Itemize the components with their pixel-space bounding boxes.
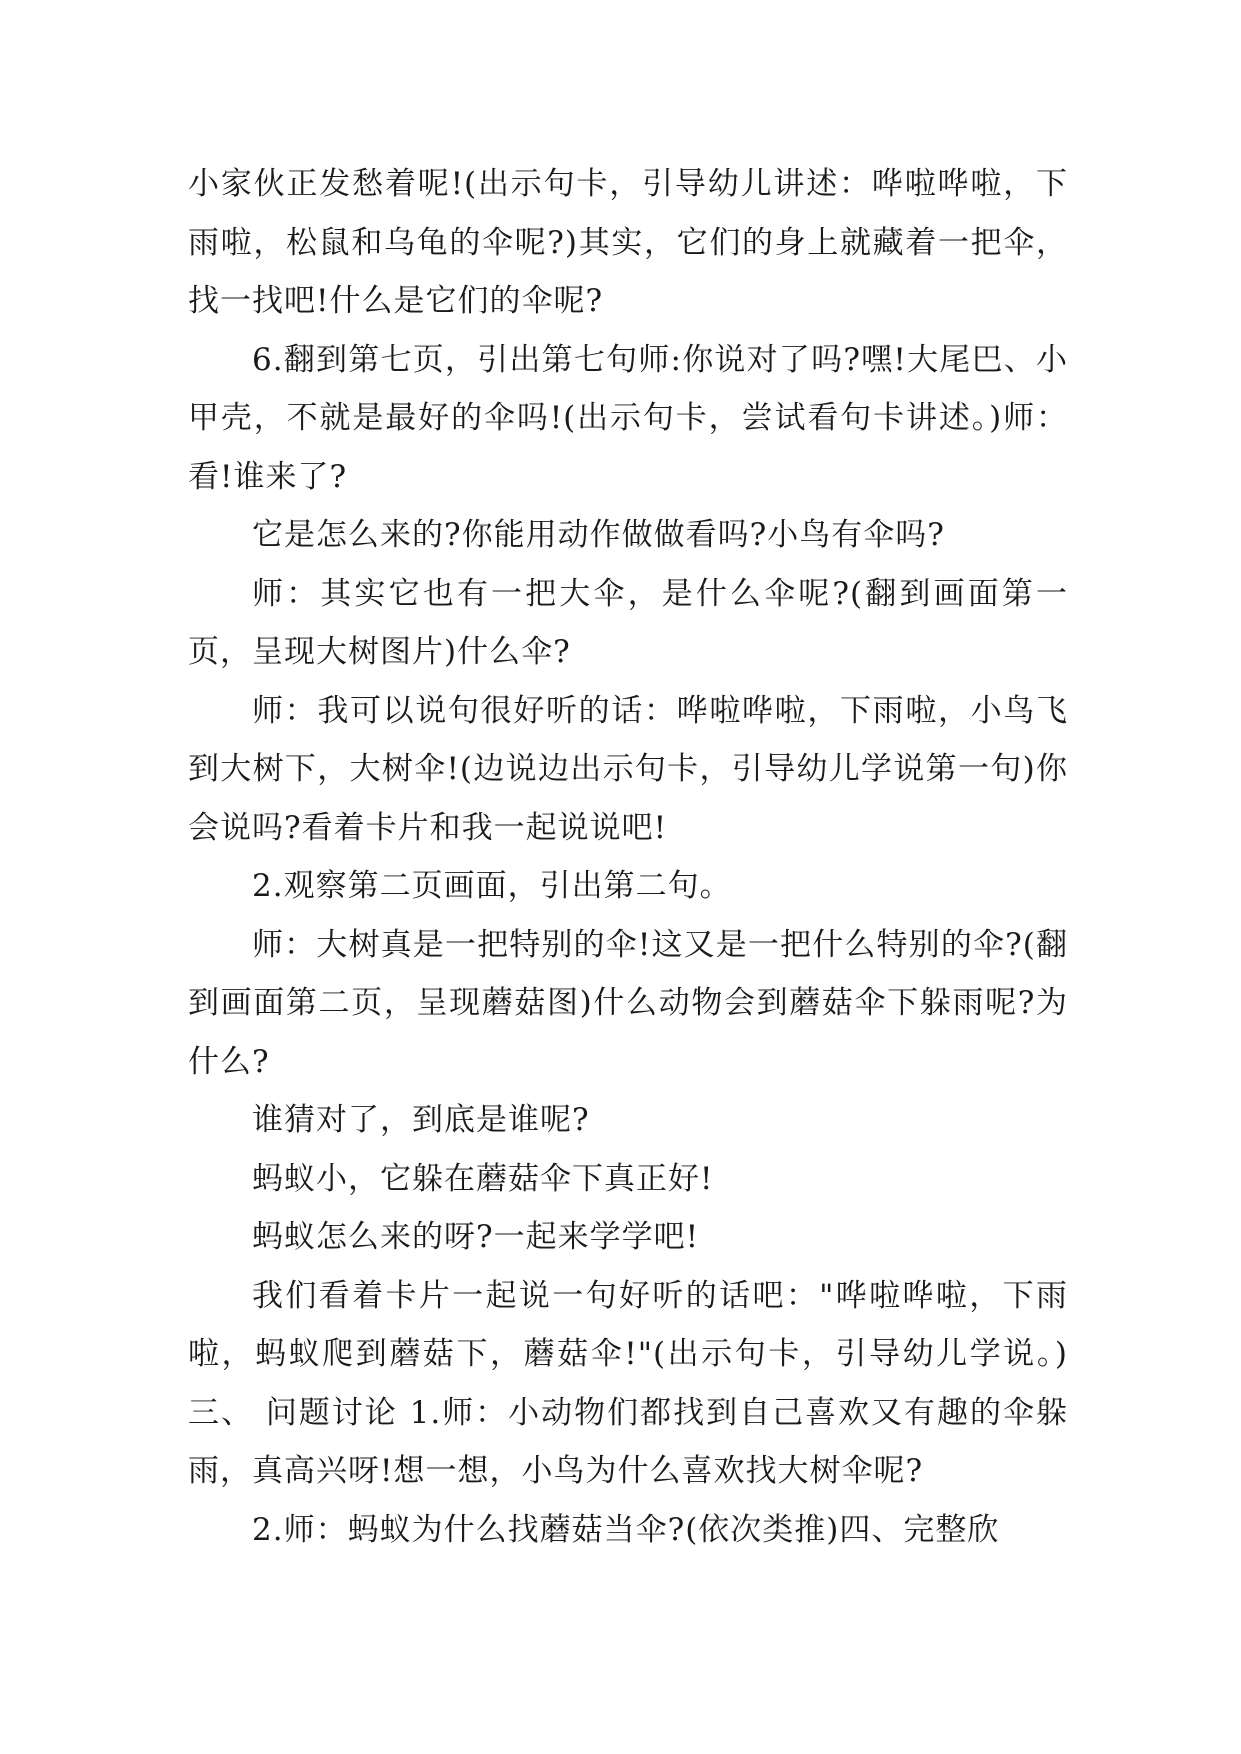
paragraph-sentence-2-discussion: 我们看着卡片一起说一句好听的话吧："哗啦哗啦，下雨啦，蚂蚁爬到蘑菇下，蘑菇伞!"(出示句卡，引导幼儿学说。)三、 问题讨论 1.师：小动物们都找到自己喜欢又有趣的伞躲雨，真高兴呀!想一想，小鸟为什么喜欢找大树伞呢? — [188, 1277, 1068, 1489]
paragraph-step-2: 2.观察第二页画面，引出第二句。 — [252, 868, 732, 904]
paragraph-teacher-sentence-1: 师：我可以说句很好听的话：哗啦哗啦，下雨啦，小鸟飞到大树下，大树伞!(边说边出示句卡，引导幼儿学说第一句)你会说吗?看着卡片和我一起说说吧! — [188, 692, 1068, 846]
paragraph-step-2-ant: 2.师：蚂蚁为什么找蘑菇当伞?(依次类推)四、完整欣 — [252, 1511, 1000, 1548]
paragraph-guess: 谁猜对了，到底是谁呢? — [252, 1102, 590, 1138]
paragraph-teacher-tree: 师：其实它也有一把大伞，是什么伞呢?(翻到画面第一页，呈现大树图片)什么伞? — [188, 575, 1068, 670]
paragraph-ant-small: 蚂蚁小，它躲在蘑菇伞下真正好! — [252, 1160, 714, 1197]
paragraph-teacher-mushroom: 师：大树真是一把特别的伞!这又是一把什么特别的伞?(翻到画面第二页，呈现蘑菇图)什么动物会到蘑菇伞下躲雨呢?为什么? — [188, 926, 1068, 1080]
paragraph-ant-how: 蚂蚁怎么来的呀?一起来学学吧! — [252, 1219, 700, 1255]
document-body — [188, 155, 1068, 1559]
paragraph-step-6: 6.翻到第七页，引出第七句师:你说对了吗?嘿!大尾巴、小甲壳，不就是最好的伞吗!(出示句卡，尝试看句卡讲述。)师：看!谁来了? — [188, 341, 1068, 495]
paragraph-continuation: 小家伙正发愁着呢!(出示句卡，引导幼儿讲述：哗啦哗啦，下雨啦，松鼠和乌龟的伞呢?)其实，它们的身上就藏着一把伞，找一找吧!什么是它们的伞呢? — [188, 166, 1068, 319]
paragraph-question-bird: 它是怎么来的?你能用动作做做看吗?小鸟有伞吗? — [252, 517, 945, 553]
